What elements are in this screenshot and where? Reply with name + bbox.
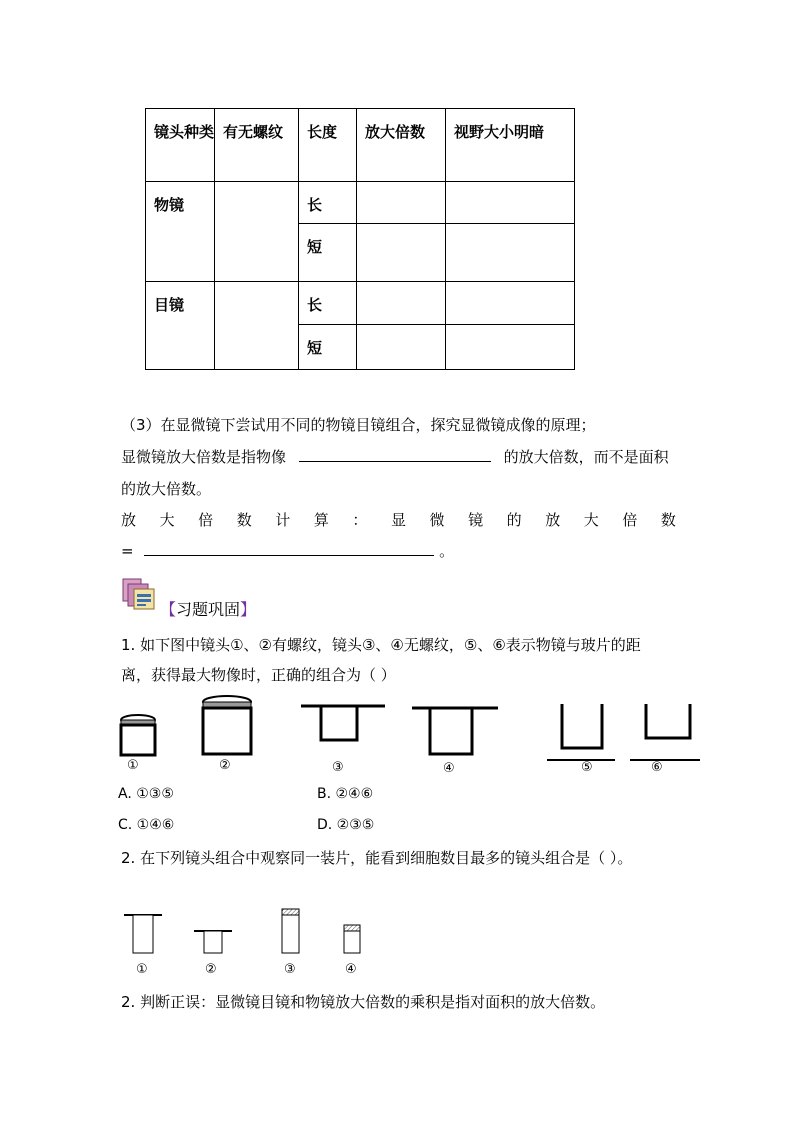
calc-answer-line	[121, 540, 454, 561]
calc-char: 大	[159, 511, 175, 529]
q2-lens-3-icon	[282, 909, 299, 953]
table-cell	[446, 224, 575, 282]
calc-char: 算	[313, 511, 329, 529]
calc-char: 数	[660, 511, 676, 529]
q2-lens-4-icon	[344, 925, 360, 953]
table-row	[146, 182, 575, 224]
objective-long: 长	[299, 182, 357, 224]
q2-label-4: ④	[345, 962, 357, 977]
table-cell	[357, 224, 446, 282]
option-c[interactable]: C. ①④⑥	[118, 817, 175, 833]
exercise-icon	[121, 575, 157, 611]
calc-end: 。	[439, 542, 455, 560]
lens-5-icon	[547, 700, 615, 760]
calc-char: 数	[236, 511, 252, 529]
table-cell	[357, 182, 446, 224]
lens-label-6: ⑥	[651, 760, 663, 775]
heading-right-bracket: 】	[240, 600, 257, 619]
option-a[interactable]: A. ①③⑤	[118, 786, 174, 802]
table-row	[146, 282, 575, 325]
calc-blank[interactable]	[144, 541, 434, 556]
lens-label-3: ③	[332, 760, 344, 775]
q1-line1: 1. 如下图中镜头①、②有螺纹，镜头③、④无螺纹，⑤、⑥表示物镜与玻片的距	[121, 636, 641, 654]
part3-intro: （3）在显微镜下尝试用不同的物镜目镜组合，探究显微镜成像的原理；	[121, 416, 596, 434]
part3-line2: 的放大倍数。	[121, 480, 212, 498]
lens-label-5: ⑤	[581, 760, 593, 775]
header-field-of-view: 视野大小明暗	[446, 109, 575, 182]
calc-char: 倍	[198, 511, 214, 529]
option-b[interactable]: B. ②④⑥	[317, 786, 374, 802]
lens-6-icon	[630, 700, 700, 760]
option-d[interactable]: D. ②③⑤	[317, 817, 375, 833]
section-heading	[160, 597, 256, 620]
q2-text: 2. 在下列镜头组合中观察同一装片，能看到细胞数目最多的镜头组合是（ ）。	[121, 849, 633, 867]
eyepiece-long: 长	[299, 282, 357, 325]
q2-label-1: ①	[136, 962, 148, 977]
q2-label-3: ③	[284, 962, 296, 977]
objective-label: 物镜	[146, 182, 215, 282]
q2-lens-2-icon	[194, 931, 232, 953]
lens-1-icon	[121, 715, 155, 755]
lens-4-icon	[412, 708, 498, 754]
q1-lens-figure	[110, 692, 710, 774]
table-cell	[446, 282, 575, 325]
header-magnification: 放大倍数	[357, 109, 446, 182]
heading-left-bracket: 【	[160, 600, 177, 619]
calc-char: 显	[390, 511, 406, 529]
section-title: 习题巩固	[176, 600, 241, 619]
calc-char: 倍	[622, 511, 638, 529]
table-header-row	[146, 109, 575, 182]
q3-text: 2. 判断正误：显微镜目镜和物镜放大倍数的乘积是指对面积的放大倍数。	[121, 993, 606, 1011]
calc-line	[121, 509, 676, 530]
calc-char: 放	[121, 511, 137, 529]
q2-lens-figure	[118, 905, 378, 965]
lens-label-2: ②	[219, 758, 231, 773]
calc-char: 的	[506, 511, 522, 529]
calc-char: 放	[545, 511, 561, 529]
eyepiece-label: 目镜	[146, 282, 215, 370]
part3-line1	[121, 446, 669, 467]
lens-comparison-table	[145, 108, 575, 370]
header-lens-type: 镜头种类	[146, 109, 215, 182]
table-cell	[446, 182, 575, 224]
magnification-blank[interactable]	[299, 447, 491, 462]
equals-sign: =	[121, 542, 134, 560]
calc-char: 微	[429, 511, 445, 529]
q2-lens-1-icon	[124, 915, 162, 953]
header-thread: 有无螺纹	[215, 109, 299, 182]
header-length: 长度	[299, 109, 357, 182]
part3-line1-suffix: 的放大倍数，而不是面积	[503, 448, 669, 466]
part3-line1-prefix: 显微镜放大倍数是指物像	[121, 448, 287, 466]
lens-3-icon	[301, 706, 385, 740]
lens-2-icon	[203, 696, 251, 754]
q2-label-2: ②	[205, 962, 217, 977]
objective-short: 短	[299, 224, 357, 282]
table-cell	[357, 325, 446, 370]
lens-label-4: ④	[443, 761, 455, 776]
calc-char: 大	[583, 511, 599, 529]
table-cell	[215, 182, 299, 282]
table-cell	[357, 282, 446, 325]
calc-char: ：	[352, 511, 368, 529]
q1-line2: 离，获得最大物像时，正确的组合为（ ）	[121, 666, 396, 684]
table-cell	[215, 282, 299, 370]
calc-char: 镜	[468, 511, 484, 529]
calc-char: 计	[275, 511, 291, 529]
lens-label-1: ①	[127, 758, 139, 773]
table-cell	[446, 325, 575, 370]
eyepiece-short: 短	[299, 325, 357, 370]
